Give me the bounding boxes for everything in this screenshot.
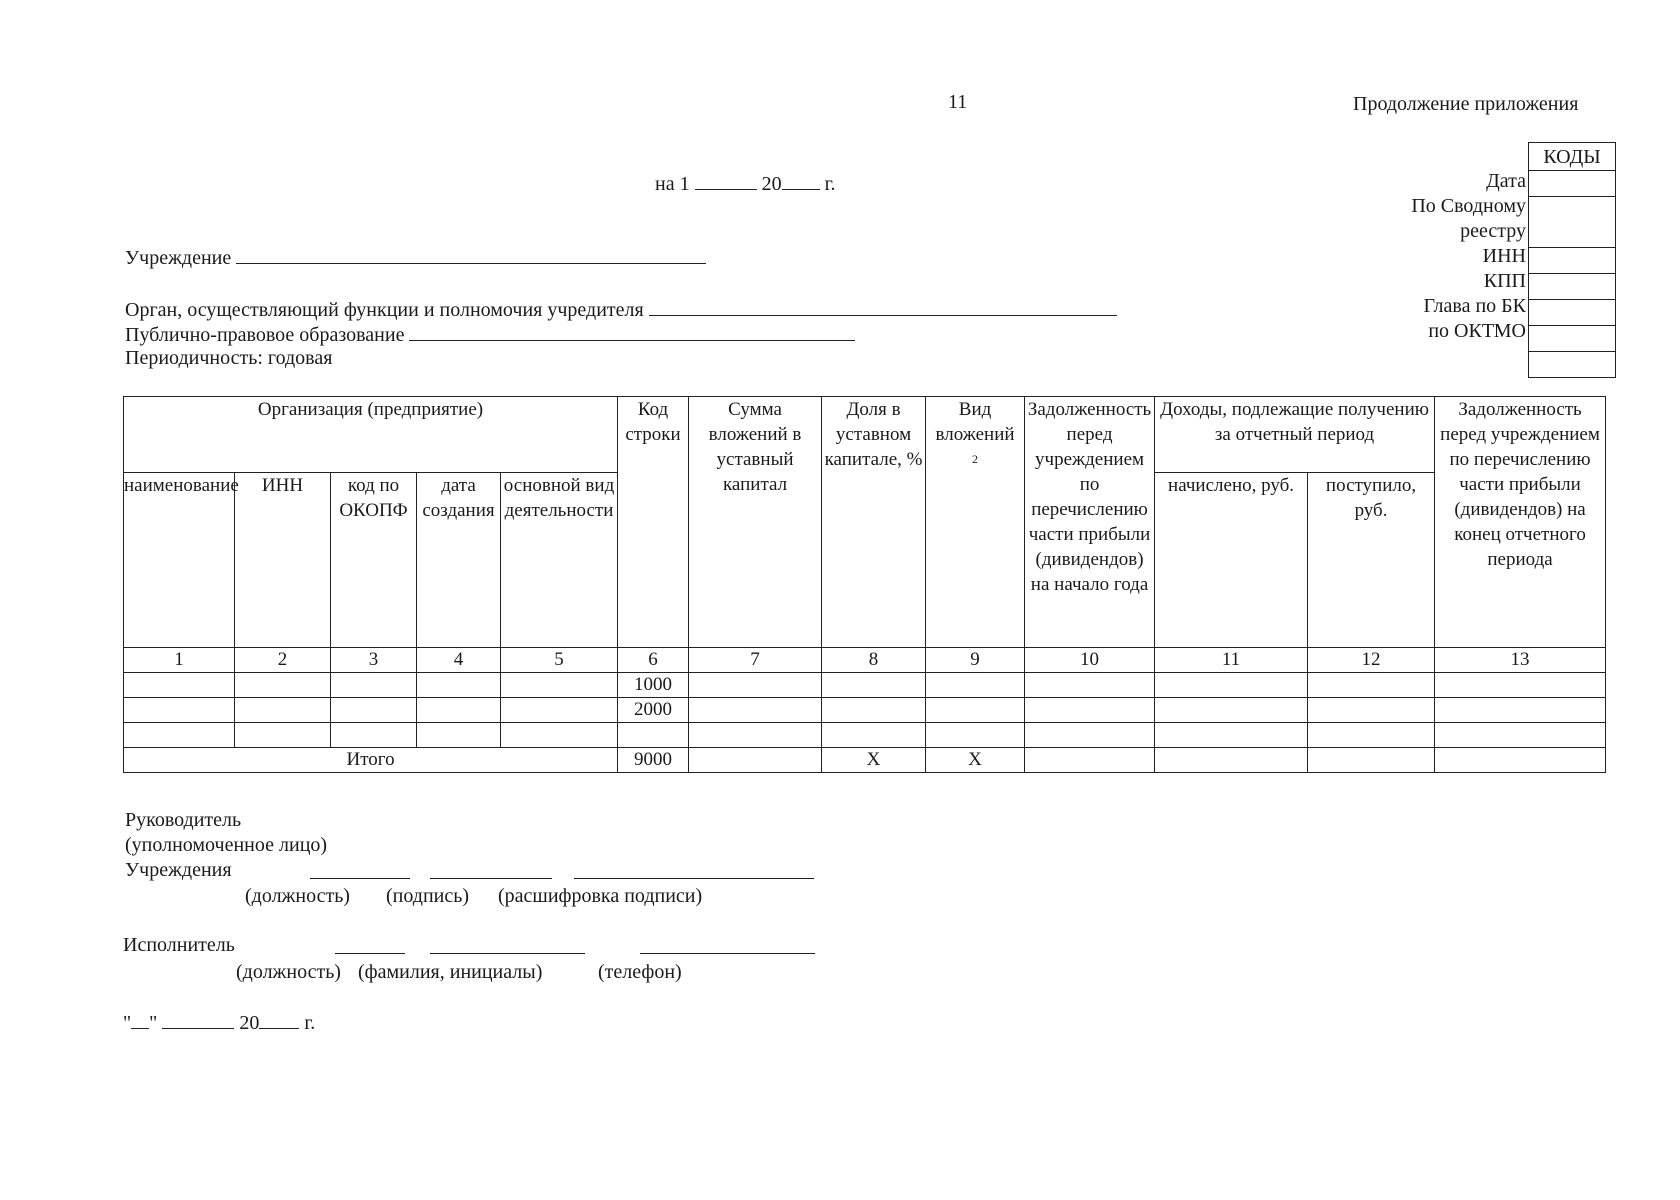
code-cell-inn[interactable] (1529, 247, 1615, 273)
date-blank-day[interactable] (695, 169, 757, 190)
income-accrued-header: начислено, руб. (1155, 473, 1308, 648)
row-code (618, 723, 689, 748)
cell[interactable] (926, 723, 1025, 748)
sig-date-year-prefix: 20 (239, 1012, 260, 1034)
head-label-1: Руководитель (125, 809, 242, 831)
cell[interactable] (1155, 748, 1308, 773)
continuation-label: Продолжение приложения (1353, 93, 1579, 115)
code-label: КПП (1483, 270, 1526, 292)
executor-caption-position: (должность) (236, 961, 341, 983)
codes-labels (1280, 169, 1526, 344)
institution-field (125, 243, 706, 271)
cell[interactable] (331, 698, 417, 723)
income-received-header: поступило, руб. (1308, 473, 1435, 648)
cell[interactable] (501, 698, 618, 723)
cell[interactable] (689, 673, 822, 698)
cell[interactable] (1308, 723, 1435, 748)
cell[interactable] (1308, 673, 1435, 698)
table-row (124, 723, 1606, 748)
cell[interactable] (501, 673, 618, 698)
total-row (124, 748, 1606, 773)
column-number: 7 (689, 648, 822, 673)
cell[interactable] (926, 673, 1025, 698)
column-number: 11 (1155, 648, 1308, 673)
total-share: X (822, 748, 926, 773)
total-label: Итого (124, 748, 618, 773)
org-group-header: Организация (предприятие) (124, 397, 618, 473)
date-suffix: г. (824, 173, 836, 195)
cell[interactable] (1435, 748, 1606, 773)
sig-date-month[interactable] (162, 1008, 234, 1029)
column-number: 10 (1025, 648, 1155, 673)
code-label: ИНН (1482, 245, 1526, 267)
cell[interactable] (1308, 698, 1435, 723)
investment-type-header (926, 397, 1025, 648)
code-cell-date[interactable] (1529, 170, 1615, 196)
cell[interactable] (1155, 698, 1308, 723)
date-blank-year[interactable] (782, 169, 820, 190)
page-number: 11 (948, 91, 968, 113)
income-group-header: Доходы, подлежащие получению за отчетный период (1155, 397, 1435, 473)
column-number: 13 (1435, 648, 1606, 673)
total-type: X (926, 748, 1025, 773)
column-number: 2 (235, 648, 331, 673)
cell[interactable] (689, 698, 822, 723)
total-code: 9000 (618, 748, 689, 773)
org-created-header: дата создания (417, 473, 501, 648)
cell[interactable] (1025, 673, 1155, 698)
column-number: 4 (417, 648, 501, 673)
code-cell-kpp[interactable] (1529, 273, 1615, 299)
cell[interactable] (417, 698, 501, 723)
code-label: Глава по БК (1423, 295, 1526, 317)
code-cell-registry[interactable] (1529, 196, 1615, 247)
codes-box (1528, 142, 1616, 378)
founder-field (125, 295, 1117, 323)
column-number: 12 (1308, 648, 1435, 673)
investment-type-label: Вид вложений (935, 399, 1015, 445)
cell[interactable] (1155, 673, 1308, 698)
executor-name-line[interactable] (430, 952, 585, 954)
cell[interactable] (235, 698, 331, 723)
cell[interactable] (331, 673, 417, 698)
cell[interactable] (1435, 698, 1606, 723)
cell[interactable] (926, 698, 1025, 723)
sig-date-day[interactable] (131, 1008, 149, 1029)
executor-label: Исполнитель (123, 934, 235, 956)
cell[interactable] (822, 698, 926, 723)
row-code: 2000 (618, 698, 689, 723)
executor-position-line[interactable] (335, 952, 405, 954)
debt-end-header: Задолженность перед учреждением по перечислению части прибыли (дивидендов) на конец отчетного периода (1435, 397, 1606, 648)
head-signature-line[interactable] (430, 877, 552, 879)
signature-date-line (123, 1008, 315, 1036)
head-label-3: Учреждения (125, 859, 232, 881)
code-label: Дата (1486, 170, 1526, 192)
head-caption-decoding: (расшифровка подписи) (498, 885, 703, 907)
report-date-line (655, 169, 836, 197)
head-caption-position: (должность) (245, 885, 350, 907)
cell[interactable] (1025, 723, 1155, 748)
cell[interactable] (235, 723, 331, 748)
cell[interactable] (417, 673, 501, 698)
cell[interactable] (235, 673, 331, 698)
column-number: 9 (926, 648, 1025, 673)
code-label: По Сводному (1411, 195, 1526, 217)
head-decoding-line[interactable] (574, 877, 814, 879)
code-row-header: Код строки (618, 397, 689, 648)
cell[interactable] (689, 723, 822, 748)
org-name-header: наименование (124, 473, 235, 648)
code-cell-oktmo[interactable] (1529, 325, 1615, 351)
org-okopf-header: код по ОКОПФ (331, 473, 417, 648)
code-cell-extra[interactable] (1529, 351, 1615, 377)
column-number: 1 (124, 648, 235, 673)
date-quote-open: " (123, 1012, 132, 1034)
date-quote-close: " (149, 1012, 158, 1034)
head-caption-signature: (подпись) (386, 885, 470, 907)
table-row (124, 698, 1606, 723)
public-entity-label: Публично-правовое образование (125, 324, 405, 346)
investments-table (123, 396, 1606, 773)
institution-input[interactable] (236, 243, 706, 264)
cell[interactable] (331, 723, 417, 748)
column-numbers-row (124, 648, 1606, 673)
cell[interactable] (1025, 698, 1155, 723)
sig-date-year[interactable] (259, 1008, 299, 1029)
cell[interactable] (1308, 748, 1435, 773)
column-number: 6 (618, 648, 689, 673)
cell[interactable] (124, 723, 235, 748)
cell[interactable] (1025, 748, 1155, 773)
cell[interactable] (501, 723, 618, 748)
cell[interactable] (124, 698, 235, 723)
column-number: 3 (331, 648, 417, 673)
founder-label: Орган, осуществляющий функции и полномочия учредителя (125, 299, 644, 321)
executor-phone-line[interactable] (640, 952, 815, 954)
cell[interactable] (822, 673, 926, 698)
founder-input[interactable] (649, 295, 1117, 316)
debt-start-header: Задолженность перед учреждением по перечислению части прибыли (дивидендов) на начало года (1025, 397, 1155, 648)
cell[interactable] (1435, 673, 1606, 698)
public-entity-input[interactable] (409, 320, 855, 341)
code-label: по ОКТМО (1428, 320, 1526, 342)
sig-date-suffix: г. (304, 1012, 316, 1034)
executor-caption-phone: (телефон) (598, 961, 682, 983)
cell[interactable] (689, 748, 822, 773)
cell[interactable] (1155, 723, 1308, 748)
public-entity-field (125, 320, 855, 348)
head-position-line[interactable] (310, 877, 410, 879)
codes-header: КОДЫ (1543, 146, 1601, 168)
row-code: 1000 (618, 673, 689, 698)
head-label-2: (уполномоченное лицо) (125, 834, 328, 856)
org-inn-header: ИНН (235, 473, 331, 648)
date-year-prefix: 20 (761, 173, 782, 195)
cell[interactable] (124, 673, 235, 698)
table-row (124, 673, 1606, 698)
column-number: 8 (822, 648, 926, 673)
executor-caption-name: (фамилия, инициалы) (358, 961, 543, 983)
date-prefix: на 1 (655, 173, 690, 195)
column-number: 5 (501, 648, 618, 673)
periodicity: Периодичность: годовая (125, 347, 333, 369)
institution-label: Учреждение (125, 247, 232, 269)
cell[interactable] (1435, 723, 1606, 748)
org-activity-header: основной вид деятельности (501, 473, 618, 648)
footnote-mark: 2 (972, 452, 979, 466)
code-label: реестру (1460, 220, 1526, 242)
share-header: Доля в уставном капитале, % (822, 397, 926, 648)
cell[interactable] (417, 723, 501, 748)
investment-sum-header: Сумма вложений в уставный капитал (689, 397, 822, 648)
code-cell-bk[interactable] (1529, 299, 1615, 325)
cell[interactable] (822, 723, 926, 748)
